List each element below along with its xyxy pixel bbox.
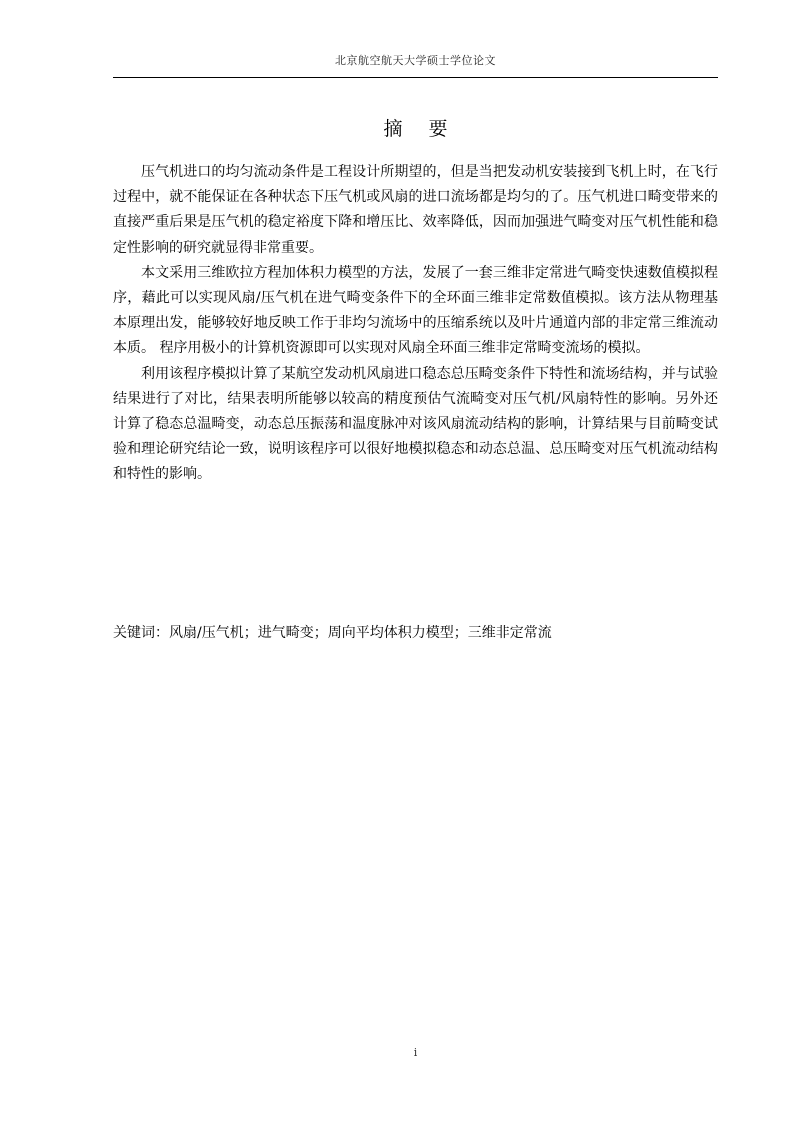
running-header: 北京航空航天大学硕士学位论文	[335, 54, 496, 67]
abstract-paragraph-1: 压气机进口的均匀流动条件是工程设计所期望的，但是当把发动机安装接到飞机上时，在飞行过程中，就不能保证在各种状态下压气机或风扇的进口流场都是均匀的了。压气机进口畸变带来的直接严重后果是压气机的稳定裕度下降和增压比、效率降低，因而加强进气畸变对压气机性能和稳定性影响的研究就显得非常重要。	[113, 164, 718, 256]
page-number: i	[413, 1046, 418, 1059]
header-rule	[113, 77, 718, 78]
abstract-paragraph-2: 本文采用三维欧拉方程加体积力模型的方法，发展了一套三维非定常进气畸变快速数值模拟程序，藉此可以实现风扇/压气机在进气畸变条件下的全环面三维非定常数值模拟。该方法从物理基本原理出发，能够较好地反映工作于非均匀流场中的压缩系统以及叶片通道内部的非定常三维流动本质。 程序用极小的计算机资源即可以实现对风扇全环面三维非定常畸变流场的模拟。	[113, 264, 718, 357]
keywords-line: 关键词：风扇/压气机；进气畸变；周向平均体积力模型；三维非定常流	[113, 625, 552, 641]
abstract-title: 摘 要	[383, 118, 458, 140]
abstract-body	[113, 160, 718, 488]
abstract-paragraph-3: 利用该程序模拟计算了某航空发动机风扇进口稳态总压畸变条件下特性和流场结构，并与试验结果进行了对比，结果表明所能够以较高的精度预估气流畸变对压气机/风扇特性的影响。另外还计算了稳态总温畸变，动态总压振荡和温度脉冲对该风扇流动结构的影响，计算结果与目前畸变试验和理论研究结论一致，说明该程序可以很好地模拟稳态和动态总温、总压畸变对压气机流动结构和特性的影响。	[113, 365, 718, 483]
